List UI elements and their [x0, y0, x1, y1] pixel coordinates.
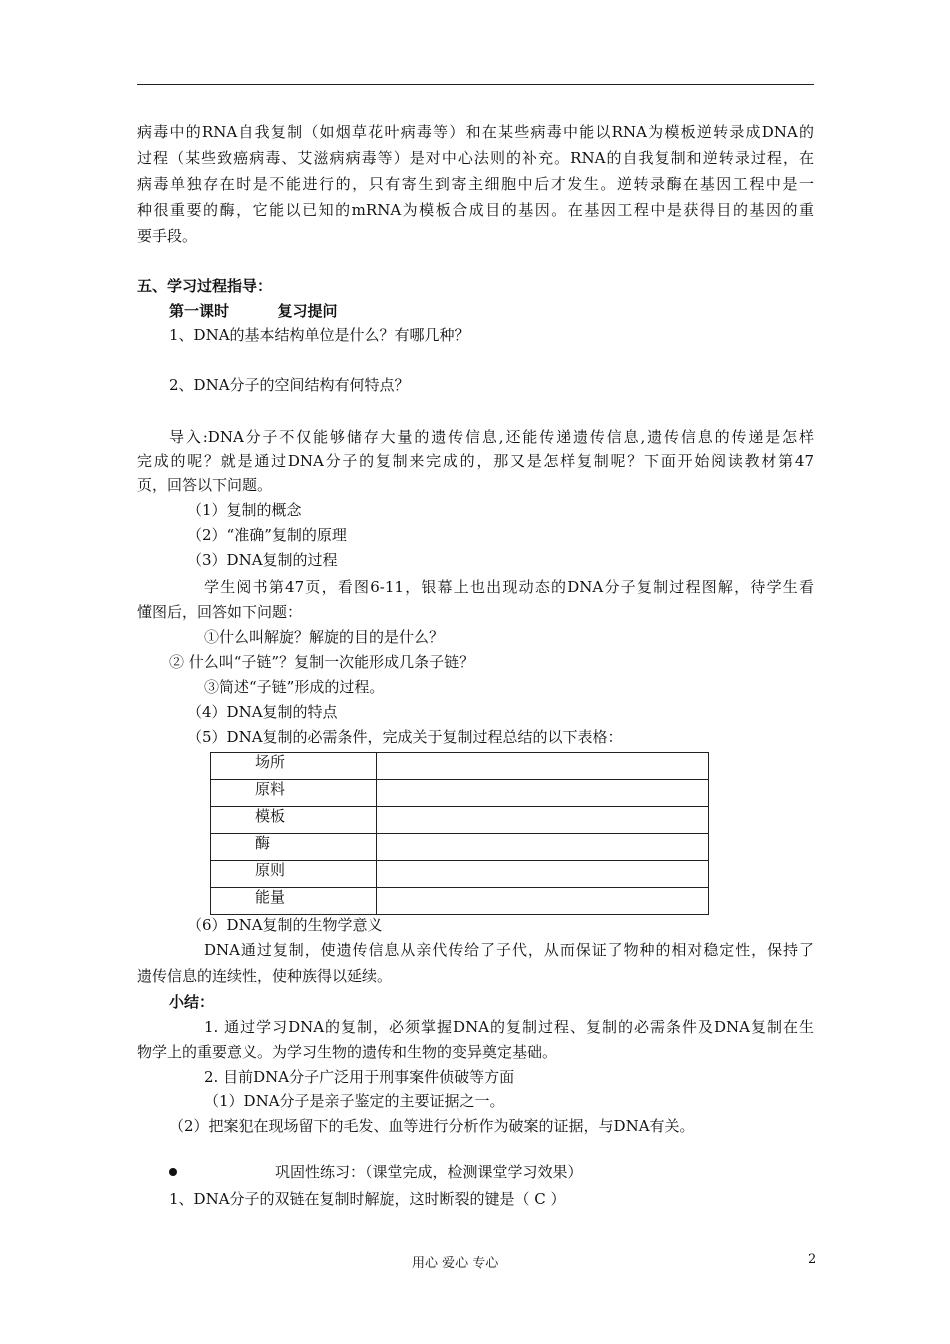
reading-item-1: （1）复制的概念	[187, 501, 302, 519]
row-label: 模板	[211, 807, 377, 834]
footer-motto: 用心 爱心 专心	[412, 1256, 499, 1271]
review-question-1: 1、DNA的基本结构单位是什么？有哪几种？	[169, 326, 470, 344]
item-5: （5）DNA复制的必需条件，完成关于复制过程总结的以下表格：	[187, 728, 623, 746]
exercise-note: （课堂完成，检测课堂学习效果）	[365, 1163, 583, 1181]
intro-line: 病毒中的RNA自我复制（如烟草花叶病毒等）和在某些病毒中能以RNA为模板逆转录成DNA的	[137, 123, 814, 141]
row-label: 原料	[211, 780, 377, 807]
reading-item-3: （3）DNA复制的过程	[187, 551, 338, 569]
row-answer-cell	[377, 861, 709, 888]
summary-line: （2）把案犯在现场留下的毛发、血等进行分析作为破案的证据，与DNA有关。	[169, 1117, 695, 1135]
summary-line: 1. 通过学习DNA的复制，必须掌握DNA的复制过程、复制的必需条件及DNA复制在生	[204, 1018, 814, 1036]
row-label: 原则	[211, 861, 377, 888]
table-row	[211, 888, 709, 915]
summary-line: 2. 目前DNA分子广泛用于刑事案件侦破等方面	[204, 1068, 515, 1086]
row-answer-cell	[377, 834, 709, 861]
lesson-topic: 复习提问	[277, 302, 338, 320]
header-rule	[137, 84, 814, 85]
row-label: 能量	[211, 888, 377, 915]
summary-line: 物学上的重要意义。为学习生物的遗传和生物的变异奠定基础。	[137, 1043, 558, 1061]
row-label: 酶	[211, 834, 377, 861]
lesson-heading	[169, 301, 338, 321]
replication-conditions-table	[210, 752, 709, 915]
row-answer-cell	[377, 807, 709, 834]
intro-line: 种很重要的酶，它能以已知的mRNA为模板合成目的基因。在基因工程中是获得目的基因的重	[137, 201, 814, 219]
lead-in-line: 导入:DNA分子不仅能够储存大量的遗传信息,还能传递遗传信息,遗传信息的传递是怎样	[169, 428, 814, 446]
table-row	[211, 834, 709, 861]
page-number: 2	[808, 1252, 817, 1267]
summary-line: （1）DNA分子是亲子鉴定的主要证据之一。	[204, 1092, 505, 1110]
row-answer-cell	[377, 888, 709, 915]
sub-question-2: ② 什么叫“子链”？复制一次能形成几条子链？	[169, 653, 475, 671]
review-question-2: 2、DNA分子的空间结构有何特点？	[169, 376, 410, 394]
figure-task-line: 学生阅书第47页，看图6-11，银幕上也出现动态的DNA分子复制过程图解，待学生看	[204, 578, 814, 596]
row-answer-cell	[377, 780, 709, 807]
significance-line: 遗传信息的连续性，使种族得以延续。	[137, 967, 393, 985]
table-row	[211, 807, 709, 834]
intro-line: 病毒单独存在时是不能进行的，只有寄生到寄主细胞中后才发生。逆转录酶在基因工程中是一	[137, 175, 814, 193]
summary-title: 小结：	[169, 993, 215, 1011]
row-label: 场所	[211, 753, 377, 780]
lead-in-line: 完成的呢？就是通过DNA分子的复制来完成的，那又是怎样复制呢？下面开始阅读教材第47	[137, 452, 814, 470]
exercise-heading	[275, 1162, 583, 1182]
item-6: （6）DNA复制的生物学意义	[187, 916, 383, 934]
section-title: 五、学习过程指导：	[137, 277, 273, 295]
sub-question-1: ①什么叫解旋？解旋的目的是什么？	[204, 628, 445, 646]
reading-item-2: （2）“准确”复制的原理	[187, 526, 347, 544]
exercise-question-1: 1、DNA分子的双链在复制时解旋，这时断裂的键是（ C ）	[169, 1190, 566, 1208]
table-row	[211, 861, 709, 888]
lead-in-line: 页，回答以下问题。	[137, 476, 273, 494]
table-row	[211, 780, 709, 807]
exercise-title: 巩固性练习：	[275, 1163, 366, 1181]
significance-line: DNA通过复制，使遗传信息从亲代传给了子代，从而保证了物种的相对稳定性，保持了	[204, 941, 814, 959]
lesson-session: 第一课时	[169, 302, 230, 320]
sub-question-3: ③简述“子链”形成的过程。	[204, 678, 385, 696]
row-answer-cell	[377, 753, 709, 780]
table-row	[211, 753, 709, 780]
intro-line: 过程（某些致癌病毒、艾滋病病毒等）是对中心法则的补充。RNA的自我复制和逆转录过程，在	[137, 149, 814, 167]
item-4: （4）DNA复制的特点	[187, 703, 338, 721]
intro-line: 要手段。	[137, 227, 198, 245]
figure-task-line: 懂图后，回答如下问题：	[137, 603, 303, 621]
bullet-icon	[169, 1168, 177, 1176]
